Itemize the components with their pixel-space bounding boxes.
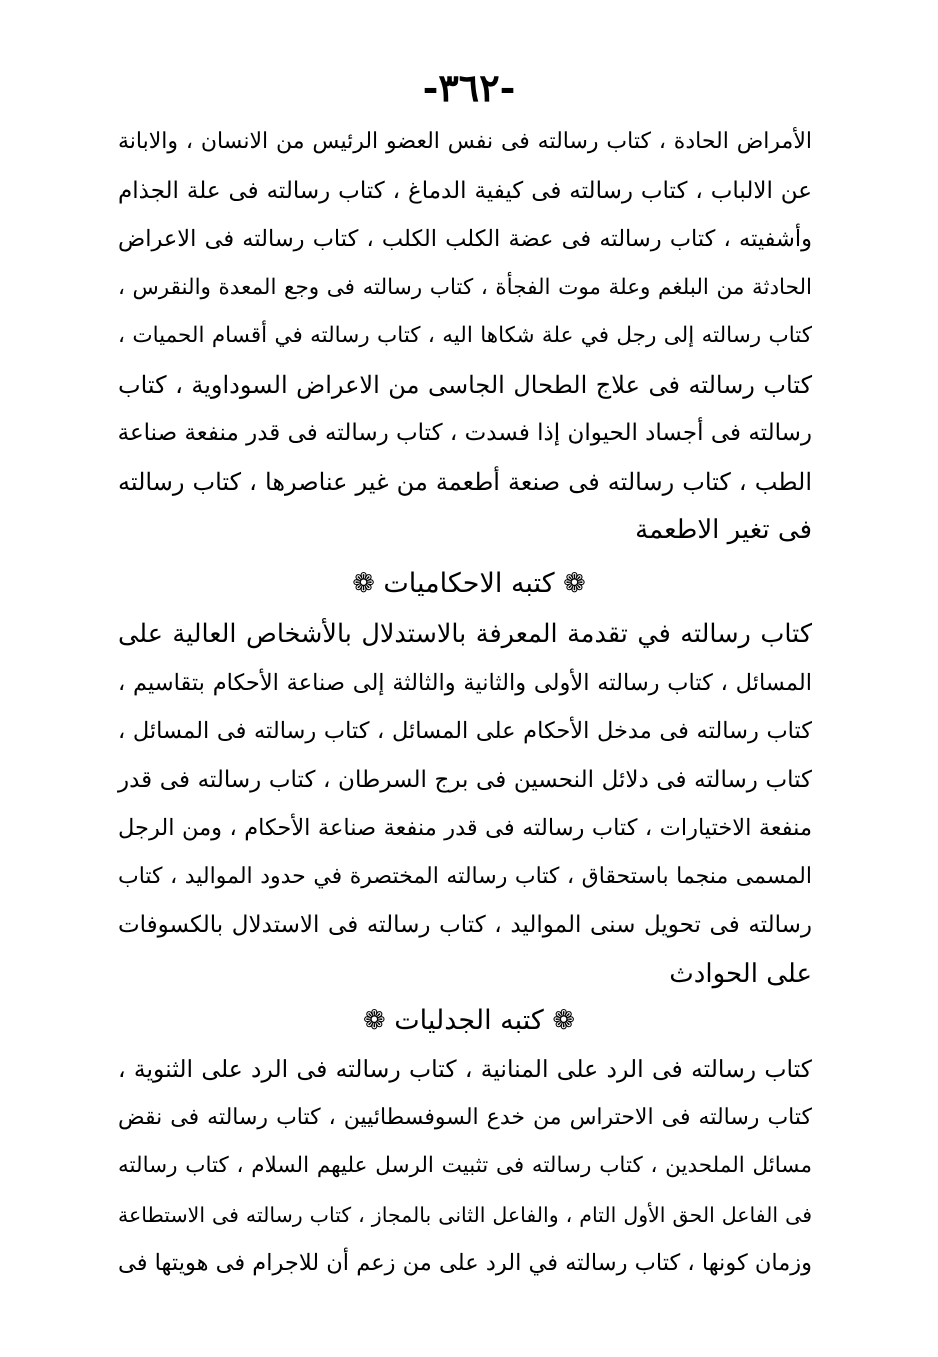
text-line: كتاب رسالته فى دلائل النحسين فى برج السرطان ، كتاب رسالته فى قدر: [118, 766, 812, 793]
text-line: رسالته فى أجساد الحيوان إذا فسدت ، كتاب رسالته فى قدر منفعة صناعة: [117, 420, 812, 446]
text-line: كتاب رسالته فى الاحتراس من خدع السوفسطائيين ، كتاب رسالته فى نقض: [118, 1104, 812, 1130]
text-line: على الحوادث: [669, 958, 812, 989]
text-line: كتاب رسالته فى الرد على المنانية ، كتاب رسالته فى الرد على الثنوية ،: [118, 1055, 812, 1083]
text-line: فى الفاعل الحق الأول التام ، والفاعل الثانى بالمجاز ، كتاب رسالته فى الاستطاعة: [118, 1202, 812, 1227]
page-number: -٣٦٢-: [422, 65, 516, 110]
text-line: وأشفيته ، كتاب رسالته فى عضة الكلب الكلب ، كتاب رسالته فى الاعراض: [118, 226, 812, 252]
medical-treatises-paragraph: [118, 118, 812, 555]
text-line: وزمان كونها ، كتاب رسالته في الرد على من زعم أن للاجرام فى هويتها فى: [118, 1250, 812, 1276]
text-line: الحادثة من البلغم وعلة موت الفجأة ، كتاب رسالته فى وجع المعدة والنقرس ،: [118, 274, 812, 300]
section-heading-jadaliyat: ❁ كتبه الجدليات ❁: [363, 1005, 575, 1036]
section-heading-ahkamiyat: ❁ كتبه الاحكاميات ❁: [352, 568, 586, 599]
text-line: كتاب رسالته فى علاج الطحال الجاسى من الاعراض السوداوية ، كتاب: [118, 370, 812, 399]
text-line: كتاب رسالته إلى رجل في علة شكاها اليه ، كتاب رسالته في أقسام الحميات ،: [118, 323, 812, 348]
text-line: الأمراض الحادة ، كتاب رسالته فى نفس العضو الرئيس من الانسان ، والابانة: [118, 129, 812, 154]
text-line: مسائل الملحدين ، كتاب رسالته فى تثبيت الرسل عليهم السلام ، كتاب رسالته: [118, 1153, 812, 1178]
text-line: الطب ، كتاب رسالته فى صنعة أطعمة من غير عناصرها ، كتاب رسالته: [118, 467, 812, 496]
astrology-treatises-paragraph: [118, 610, 812, 998]
text-line: عن الالباب ، كتاب رسالته فى كيفية الدماغ ، كتاب رسالته فى علة الجذام: [118, 177, 812, 204]
text-line: كتاب رسالته في تقدمة المعرفة بالاستدلال بالأشخاص العالية على: [118, 619, 812, 649]
text-line: المسائل ، كتاب رسالته الأولى والثانية والثالثة إلى صناعة الأحكام بتقاسيم ،: [118, 669, 812, 696]
text-line: منفعة الاختيارات ، كتاب رسالته فى قدر منفعة صناعة الأحكام ، ومن الرجل: [118, 815, 812, 841]
text-line: فى تغير الاطعمة: [635, 515, 812, 545]
dialectic-treatises-paragraph: [118, 1045, 812, 1288]
text-line: رسالته فى تحويل سنى المواليد ، كتاب رسالته فى الاستدلال بالكسوفات: [118, 912, 812, 938]
text-line: كتاب رسالته فى مدخل الأحكام على المسائل ، كتاب رسالته فى المسائل ،: [118, 718, 812, 744]
text-line: المسمى منجما باستحقاق ، كتاب رسالته المختصرة في حدود المواليد ، كتاب: [118, 863, 812, 889]
